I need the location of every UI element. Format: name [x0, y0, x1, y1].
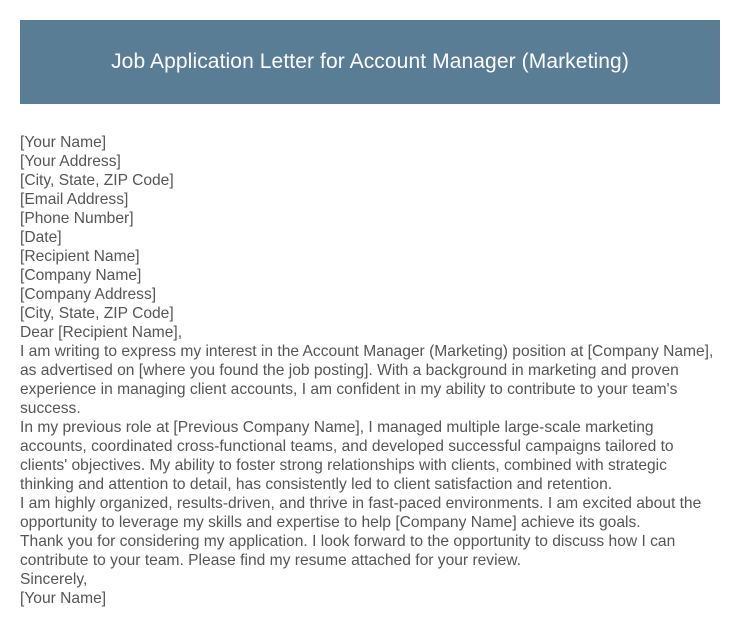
company-city-state-zip: [City, State, ZIP Code] [20, 305, 174, 322]
page-title: Job Application Letter for Account Manager (Marketing) [111, 50, 629, 73]
sender-phone: [Phone Number] [20, 210, 134, 227]
letter-header-banner [20, 20, 720, 104]
sender-name: [Your Name] [20, 134, 107, 151]
salutation: Dear [Recipient Name], [20, 324, 183, 341]
letter-date: [Date] [20, 229, 62, 246]
sender-email: [Email Address] [20, 191, 129, 208]
body-paragraph-3: I am highly organized, results-driven, and thrive in fast-paced environments. I am excited about the opportunity to leverage my skills and expertise to help [Company Name] achieve its goals. [20, 495, 702, 531]
body-paragraph-2: In my previous role at [Previous Company Name], I managed multiple large-scale marketing accounts, coordinated cross-functional teams, and developed successful campaigns tailored to clients' objectives. My ability to foster strong relationships with clients, combined with strategic thinking and attention to detail, has consistently led to client satisfaction and retention. [20, 419, 674, 493]
company-address: [Company Address] [20, 286, 157, 303]
recipient-name: [Recipient Name] [20, 248, 140, 265]
signature: [Your Name] [20, 590, 107, 607]
body-paragraph-1: I am writing to express my interest in the Account Manager (Marketing) position at [Company Name], as advertised on [where you found the job posting]. With a background in marketing and proven experience in managing client accounts, I am confident in my ability to contribute to your team's success. [20, 343, 714, 417]
sender-city-state-zip: [City, State, ZIP Code] [20, 172, 174, 189]
company-name: [Company Name] [20, 267, 142, 284]
closing: Sincerely, [20, 571, 88, 588]
body-paragraph-4: Thank you for considering my application. I look forward to the opportunity to discuss how I can contribute to your team. Please find my resume attached for your review. [20, 533, 676, 569]
sender-address: [Your Address] [20, 153, 121, 170]
letter-body [20, 133, 722, 608]
